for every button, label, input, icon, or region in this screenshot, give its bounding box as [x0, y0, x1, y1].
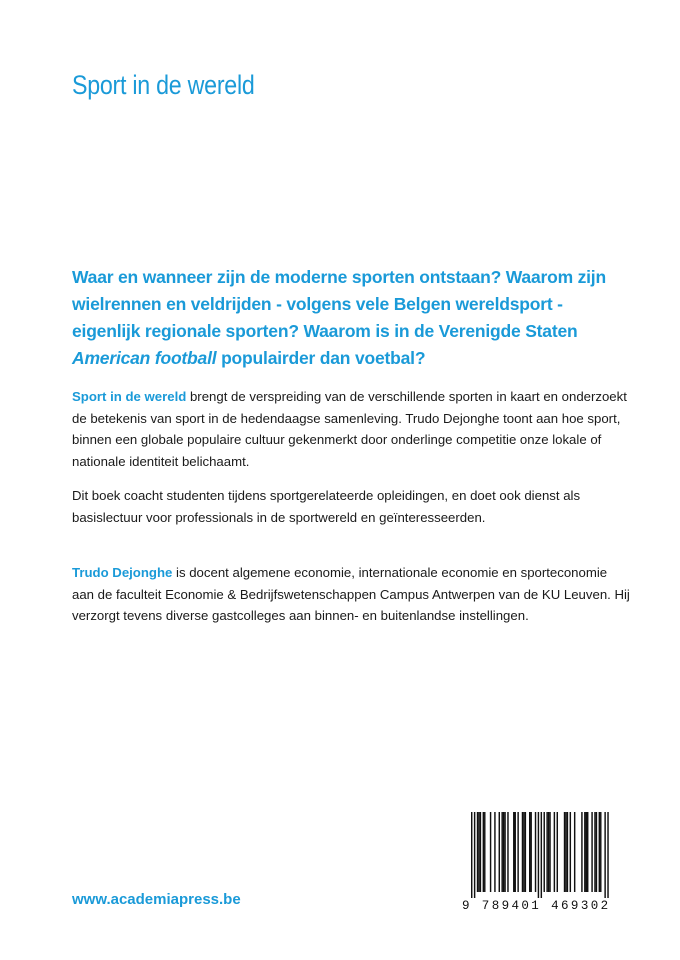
barcode-bar [494, 812, 495, 892]
barcode-bar [522, 812, 523, 892]
barcode-bar [525, 812, 526, 892]
barcode-bar [538, 812, 539, 898]
isbn-barcode [462, 812, 612, 914]
barcode-bar [549, 812, 550, 892]
barcode-bar [490, 812, 491, 892]
isbn-number: 9 789401 469302 [462, 899, 611, 913]
barcode-bar [546, 812, 547, 892]
barcode-bar [581, 812, 582, 892]
barcode-bar [557, 812, 558, 892]
barcode-bar [599, 812, 600, 892]
barcode-bar [480, 812, 481, 892]
barcode-bar [530, 812, 531, 892]
barcode-bar [604, 812, 605, 898]
barcode-bar [478, 812, 479, 892]
barcode-bar [501, 812, 502, 892]
barcode-bar [523, 812, 524, 892]
barcode-bar [513, 812, 514, 892]
barcode-bar [567, 812, 568, 892]
barcode-bar [607, 812, 608, 898]
barcode-bar [570, 812, 571, 892]
intro-italic-term: American football [72, 348, 217, 368]
barcode-bar [586, 812, 587, 892]
description-paragraph [72, 386, 632, 472]
audience-paragraph: Dit boek coacht studenten tijdens sportgerelateerde opleidingen, en doet ook dienst als basislectuur voor professionals in de sportwereld en geïnteresseerden. [72, 488, 581, 525]
book-title-highlight: Sport in de wereld [72, 389, 187, 404]
barcode-bar [507, 812, 508, 892]
barcode-bar [504, 812, 505, 892]
barcode-bar [499, 812, 500, 892]
barcode-bar [529, 812, 530, 892]
intro-text-end: populairder dan voetbal? [216, 348, 426, 368]
intro-question [72, 264, 632, 372]
author-bio-paragraph [72, 562, 632, 627]
publisher-website-link[interactable]: www.academiapress.be [72, 891, 241, 908]
barcode-bar [471, 812, 472, 898]
page-title: Sport in de wereld [72, 70, 255, 100]
author-bio-text: is docent algemene economie, internationale economie en sporteconomie aan de faculteit Economie & Bedrijfswetenschappen Campus Antwerpen van de KU Leuven. Hij verzorgt tevens diverse gastcolleges aan binnen- en buitenlandse instellingen. [72, 565, 630, 623]
barcode-bar [587, 812, 588, 892]
barcode-bar [591, 812, 592, 892]
barcode-bar [483, 812, 484, 892]
barcode-bar [548, 812, 549, 892]
barcode-bars [462, 812, 612, 898]
barcode-bar [484, 812, 485, 892]
description-text: brengt de verspreiding van de verschillende sporten in kaart en onderzoekt de betekenis van sport in de hedendaagse samenleving. Trudo Dejonghe toont aan hoe sport, binnen een globale populaire cultuur gekenmerkt door onderlinge competitie onze lokale of nationale identiteit belichaamt. [72, 389, 627, 469]
barcode-bar [544, 812, 545, 892]
barcode-bar [515, 812, 516, 892]
barcode-bar [554, 812, 555, 892]
author-name-highlight: Trudo Dejonghe [72, 565, 173, 580]
barcode-bar [574, 812, 575, 892]
barcode-bar [477, 812, 478, 892]
barcode-bar [584, 812, 585, 892]
barcode-bar [541, 812, 542, 898]
intro-text-start: Waar en wanneer zijn de moderne sporten ontstaan? Waarom zijn wielrennen en veldrijden - volgens vele Belgen wereldsport - eigenlijk regionale sporten? Waarom is in de Verenigde Staten [72, 267, 606, 341]
barcode-bar [503, 812, 504, 892]
barcode-bar [594, 812, 595, 892]
barcode-bar [565, 812, 566, 892]
barcode-bar [564, 812, 565, 892]
barcode-bar [600, 812, 601, 892]
barcode-bar [596, 812, 597, 892]
barcode-bar [517, 812, 518, 892]
barcode-bar [474, 812, 475, 898]
barcode-bar [535, 812, 536, 892]
